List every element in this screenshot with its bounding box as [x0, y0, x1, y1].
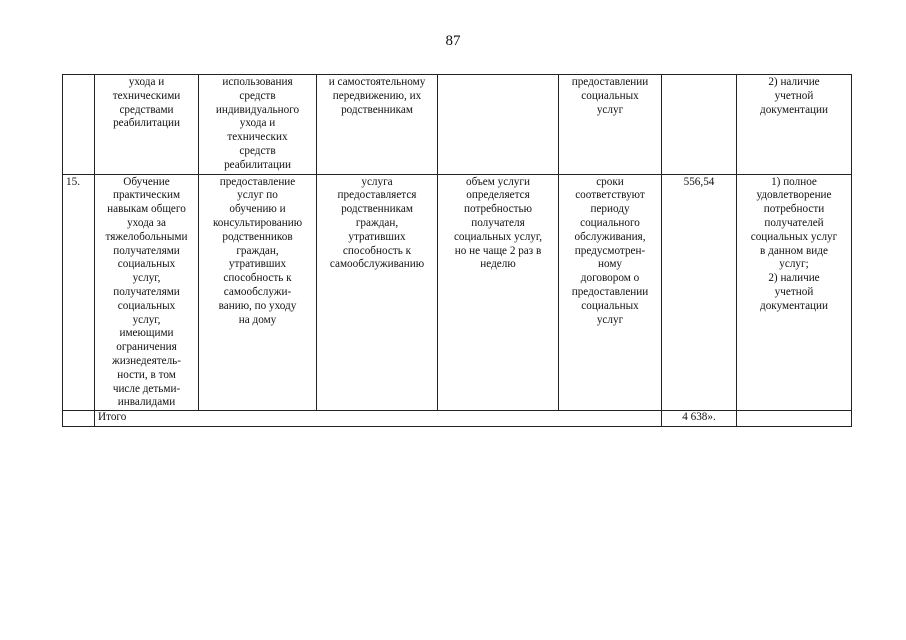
total-value: 4 638».	[682, 411, 716, 424]
service-terms-cell: сроки соответствуют периоду социального обслуживания, предусмотрен- ному договором о предоставлении социальных услуг	[559, 174, 662, 411]
service-terms-cell: предоставлении социальных услуг	[559, 75, 662, 175]
service-name-cell: Обучение практическим навыкам общего ухода за тяжелобольными получателями социальных услуг, получателями социальных услуг, имеющими ограничения жизнедеятель- ности, в том числе детьми- инвалидами	[95, 174, 199, 411]
total-value-cell	[662, 411, 737, 427]
service-conditions-cell: услуга предоставляется родственникам граждан, утративших способность к самообслуживанию	[317, 174, 438, 411]
total-label-cell	[95, 411, 662, 427]
total-row	[63, 411, 852, 427]
service-price-cell	[662, 75, 737, 175]
service-name-cell: ухода и техническими средствами реабилитации	[95, 75, 199, 175]
service-quality-cell: 2) наличие учетной документации	[737, 75, 852, 175]
total-label: Итого	[98, 411, 127, 424]
row-number-cell: 15.	[63, 174, 95, 411]
row-number-cell	[63, 75, 95, 175]
table-row	[63, 75, 852, 175]
total-empty-cell	[63, 411, 95, 427]
service-quality-cell: 1) полное удовлетворение потребности получателей социальных услуг в данном виде услуг; 2) наличие учетной документации	[737, 174, 852, 411]
social-services-table	[62, 74, 852, 427]
service-conditions-cell: и самостоятельному передвижению, их родственникам	[317, 75, 438, 175]
service-volume-cell: объем услуги определяется потребностью получателя социальных услуг, но не чаще 2 раз в неделю	[438, 174, 559, 411]
service-volume-cell	[438, 75, 559, 175]
service-description-cell: предоставление услуг по обучению и консультированию родственников граждан, утративших способность к самообслужи- ванию, по уходу на дому	[199, 174, 317, 411]
service-price-cell: 556,54	[662, 174, 737, 411]
table-row	[63, 174, 852, 411]
service-description-cell: использования средств индивидуального ухода и технических средств реабилитации	[199, 75, 317, 175]
page-number: 87	[445, 33, 461, 49]
total-quality-cell	[737, 411, 852, 427]
